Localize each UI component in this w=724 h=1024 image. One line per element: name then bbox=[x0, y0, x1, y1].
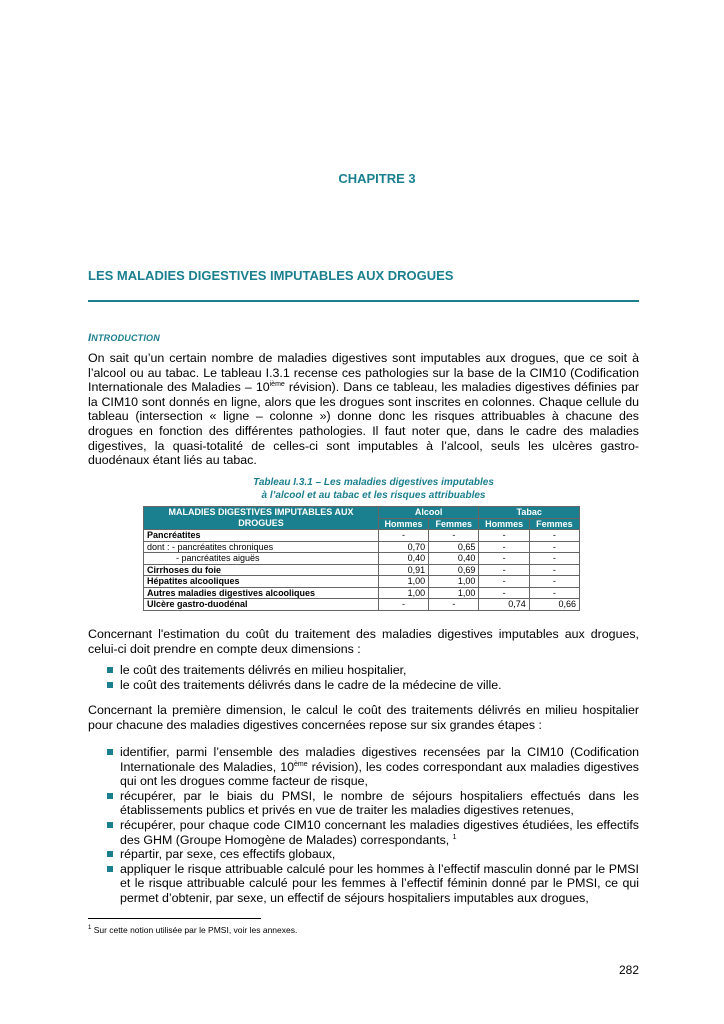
intro-paragraph-part-b: révision). Dans ce tableau, les maladies digestives définies par la CIM10 sont donnés en ligne, alors que les drogues sont inscrites en colonnes. Chaque cellule du tableau (intersection « ligne – colonne ») donne donc les risques attribuables à chacune des drogues en fonction des différentes pathologies. Il faut noter que, dans le cadre des maladies digestives, la quasi-totalité de celles-ci sont imputables à l’alcool, seuls les ulcères gastro-duodénaux étant liés au tabac. bbox=[88, 380, 639, 468]
risk-table bbox=[143, 506, 580, 611]
bullet-square-icon bbox=[107, 851, 113, 857]
table-caption-line1: Tableau I.3.1 – Les maladies digestives imputables bbox=[253, 477, 494, 488]
header-tabac: Tabac bbox=[479, 507, 580, 519]
list-item-text: le coût des traitements délivrés en milieu hospitalier, bbox=[120, 663, 407, 677]
cell-alcool-hommes: 0,70 bbox=[378, 541, 428, 553]
cell-tabac-hommes: - bbox=[479, 576, 529, 588]
cell-tabac-hommes: - bbox=[479, 541, 529, 553]
row-label: Autres maladies digestives alcooliques bbox=[144, 587, 379, 599]
footnote bbox=[88, 925, 297, 935]
list-item bbox=[103, 862, 639, 906]
cell-alcool-hommes: 1,00 bbox=[378, 587, 428, 599]
list-item-text: le coût des traitements délivrés dans le cadre de la médecine de ville. bbox=[120, 677, 502, 692]
header-alcool-hommes: Hommes bbox=[378, 518, 428, 530]
cell-alcool-femmes: - bbox=[429, 530, 479, 542]
table-row bbox=[144, 576, 580, 588]
row-label: - pancréatites aiguës bbox=[144, 553, 379, 565]
list-item bbox=[103, 663, 639, 678]
cell-tabac-hommes: - bbox=[479, 564, 529, 576]
intro-paragraph-sup: ième bbox=[269, 381, 285, 389]
section-title: LES MALADIES DIGESTIVES IMPUTABLES AUX DROGUES bbox=[88, 268, 454, 283]
list-item-text: récupérer, par le biais du PMSI, le nombre de séjours hospitaliers effectués dans les établissements publics et privés en vue de traiter les maladies digestives retenues, bbox=[120, 788, 639, 818]
header-alcool: Alcool bbox=[378, 507, 479, 519]
list-item-text: appliquer le risque attribuable calculé pour les hommes à l’effectif masculin donné par le PMSI et le risque attribuable calculé pour les femmes à l’effectif féminin donné par le PMSI, ce qui permet d’obtenir, par sexe, un effectif de séjours hospitaliers imputables aux drogues, bbox=[120, 861, 639, 905]
row-label: Ulcère gastro-duodénal bbox=[144, 599, 379, 611]
footnote-number: 1 bbox=[88, 925, 92, 932]
table-row bbox=[144, 599, 580, 611]
header-tabac-femmes: Femmes bbox=[529, 518, 579, 530]
cell-tabac-hommes: 0,74 bbox=[479, 599, 529, 611]
cell-alcool-femmes: 0,40 bbox=[429, 553, 479, 565]
list-item bbox=[103, 678, 639, 693]
cell-alcool-femmes: 0,65 bbox=[429, 541, 479, 553]
cell-alcool-femmes: 1,00 bbox=[429, 576, 479, 588]
cell-alcool-hommes: 0,91 bbox=[378, 564, 428, 576]
cell-tabac-hommes: - bbox=[479, 530, 529, 542]
bullet-square-icon bbox=[107, 682, 113, 688]
table-row bbox=[144, 530, 580, 542]
table-caption bbox=[88, 476, 639, 502]
bullet-square-icon bbox=[107, 793, 113, 799]
header-alcool-femmes: Femmes bbox=[429, 518, 479, 530]
row-label: Hépatites alcooliques bbox=[144, 576, 379, 588]
list-item-sup: ème bbox=[294, 760, 308, 768]
row-label: dont : - pancréatites chroniques bbox=[144, 541, 379, 553]
cell-tabac-hommes: - bbox=[479, 553, 529, 565]
list-item-text: identifier, parmi l’ensemble des maladies digestives recensées par la CIM10 (Codification Internationale des Maladies, 10 bbox=[120, 745, 639, 774]
cell-alcool-hommes: 0,40 bbox=[378, 553, 428, 565]
page-number: 282 bbox=[618, 963, 639, 977]
list-item-text: répartir, par sexe, ces effectifs globaux, bbox=[120, 847, 336, 862]
cell-tabac-femmes: - bbox=[529, 541, 579, 553]
cell-alcool-hommes: - bbox=[378, 599, 428, 611]
dimensions-list bbox=[103, 663, 639, 692]
header-maladies: MALADIES DIGESTIVES IMPUTABLES AUX DROGUES bbox=[144, 507, 379, 530]
cell-alcool-femmes: 0,69 bbox=[429, 564, 479, 576]
cell-tabac-femmes: - bbox=[529, 564, 579, 576]
cost-paragraph: Concernant l'estimation du coût du traitement des maladies digestives imputables aux drogues, celui-ci doit prendre en compte deux dimensions : bbox=[88, 627, 639, 656]
bullet-square-icon bbox=[107, 822, 113, 828]
list-item bbox=[103, 745, 639, 789]
cell-tabac-femmes: 0,66 bbox=[529, 599, 579, 611]
cell-alcool-femmes: - bbox=[429, 599, 479, 611]
table-row bbox=[144, 587, 580, 599]
intro-paragraph bbox=[88, 351, 639, 468]
bullet-square-icon bbox=[107, 749, 113, 755]
footnote-rule bbox=[88, 918, 261, 919]
cell-tabac-femmes: - bbox=[529, 553, 579, 565]
intro-heading bbox=[88, 332, 160, 344]
footnote-text: Sur cette notion utilisée par le PMSI, voir les annexes. bbox=[91, 925, 298, 935]
steps-list bbox=[103, 745, 639, 906]
list-item bbox=[103, 847, 639, 862]
cell-alcool-femmes: 1,00 bbox=[429, 587, 479, 599]
table-row bbox=[144, 541, 580, 553]
bullet-square-icon bbox=[107, 866, 113, 872]
cell-tabac-femmes: - bbox=[529, 576, 579, 588]
table-row bbox=[144, 564, 580, 576]
list-item-text: récupérer, pour chaque code CIM10 concernant les maladies digestives étudiées, les effectifs des GHM (Groupe Homogène de Malades) correspondants, bbox=[120, 817, 639, 847]
cell-tabac-femmes: - bbox=[529, 530, 579, 542]
bullet-square-icon bbox=[107, 667, 113, 673]
table-row bbox=[144, 553, 580, 565]
intro-paragraph-part-a: On sait qu’un certain nombre de maladies digestives sont imputables aux drogues, que ce soit à l’alcool ou au tabac. Le tableau I.3.1 recense ces pathologies sur la base de la CIM10 (Codification Internationale des Maladies – 10 bbox=[88, 351, 639, 395]
list-item-text: révision), les codes correspondant aux maladies digestives qui ont les drogues comme facteur de risque, bbox=[120, 759, 639, 789]
table-caption-line2: à l’alcool et au tabac et les risques attribuables bbox=[261, 490, 486, 501]
title-rule bbox=[88, 300, 639, 302]
steps-paragraph: Concernant la première dimension, le calcul le coût des traitements délivrés en milieu hospitalier pour chacune des maladies digestives concernées repose sur six grandes étapes : bbox=[88, 703, 639, 732]
chapter-heading: CHAPITRE 3 bbox=[338, 171, 416, 186]
cell-tabac-femmes: - bbox=[529, 587, 579, 599]
intro-heading-rest: NTRODUCTION bbox=[91, 333, 160, 343]
footnote-ref[interactable]: 1 bbox=[452, 833, 457, 841]
cell-alcool-hommes: - bbox=[378, 530, 428, 542]
list-item bbox=[103, 818, 639, 847]
intro-heading-initial: I bbox=[88, 332, 92, 344]
cell-tabac-hommes: - bbox=[479, 587, 529, 599]
row-label: Cirrhoses du foie bbox=[144, 564, 379, 576]
header-tabac-hommes: Hommes bbox=[479, 518, 529, 530]
cell-alcool-hommes: 1,00 bbox=[378, 576, 428, 588]
row-label: Pancréatites bbox=[144, 530, 379, 542]
list-item bbox=[103, 789, 639, 818]
